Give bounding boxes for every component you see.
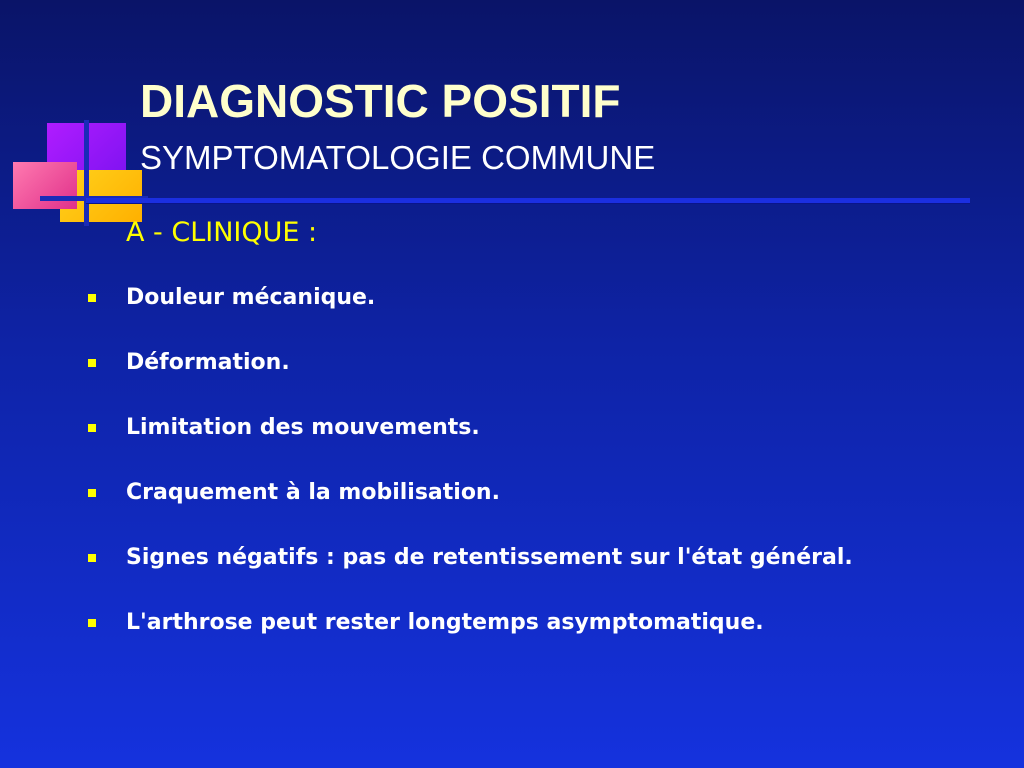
bullet-text: Douleur mécanique. [126,285,376,310]
square-bullet-icon [88,424,96,432]
title-divider [86,198,970,203]
list-item [88,610,988,640]
slide-subtitle: SYMPTOMATOLOGIE COMMUNE [140,139,656,176]
slide-title: DIAGNOSTIC POSITIF [140,75,621,127]
square-bullet-icon [88,294,96,302]
list-item [88,545,988,575]
square-bullet-icon [88,359,96,367]
list-item [88,480,988,510]
section-heading: A - CLINIQUE : [126,217,318,248]
bullet-text: Déformation. [126,350,290,375]
decorative-squares-logo [0,0,160,240]
bullet-text: Craquement à la mobilisation. [126,480,500,505]
square-bullet-icon [88,619,96,627]
bullet-text: Limitation des mouvements. [126,415,480,440]
square-bullet-icon [88,489,96,497]
logo-vertical-line [84,120,89,226]
bullet-text: Signes négatifs : pas de retentissement sur l'état général. [126,545,853,570]
bullet-text: L'arthrose peut rester longtemps asymptomatique. [126,610,764,635]
logo-pink-square [13,162,77,209]
list-item [88,285,988,315]
list-item [88,415,988,445]
list-item [88,350,988,380]
square-bullet-icon [88,554,96,562]
